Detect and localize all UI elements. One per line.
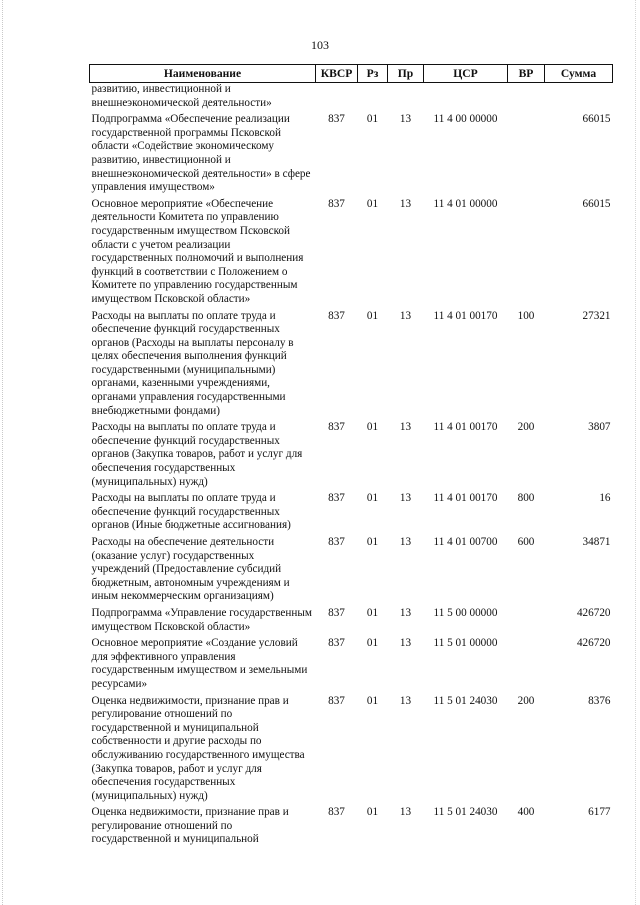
row-pr: 13 bbox=[399, 113, 412, 126]
row-kvsr: 837 bbox=[328, 637, 345, 650]
row-pr: 13 bbox=[399, 536, 412, 548]
row-name: Основное мероприятие «Обеспечение деятельности Комитета по управлению государственным имуществом Псковской области с учетом реализации государственных полномочий и выполнения функций в соответствии с Положением о Комитете по управлению государственным имуществом Псковской области» bbox=[91, 197, 304, 305]
row-kvsr: 837 bbox=[328, 536, 345, 548]
row-csr: 11 5 01 24030 bbox=[433, 806, 498, 819]
header-vr: ВР bbox=[508, 65, 545, 83]
row-pr: 13 bbox=[399, 606, 412, 619]
table-cell bbox=[358, 83, 388, 111]
row-name: Основное мероприятие «Создание условий для эффективного управления государственным имуществом и земельными ресурсами» bbox=[91, 637, 308, 690]
table-body bbox=[90, 83, 613, 848]
row-pr: 13 bbox=[399, 492, 412, 505]
row-rz: 01 bbox=[366, 309, 379, 322]
row-sum: 8376 bbox=[588, 694, 611, 707]
row-csr: 11 4 01 00700 bbox=[433, 536, 498, 548]
row-name: Оценка недвижимости, признание прав и регулирование отношений по государственной и муниципальной собственности и другие расходы по обслуживанию государственного имущества (Закупка товаров, работ и услуг для обеспечения государственных (муниципальных) нужд) bbox=[91, 694, 305, 802]
row-name: Оценка недвижимости, признание прав и регулирование отношений по государственной и муниципальной bbox=[91, 806, 289, 846]
row-rz: 01 bbox=[366, 637, 379, 650]
header-pr: Пр bbox=[388, 65, 424, 83]
table-row bbox=[90, 195, 613, 307]
row-rz: 01 bbox=[366, 694, 379, 707]
row-csr: 11 5 01 00000 bbox=[433, 637, 498, 650]
scan-edge-right bbox=[635, 0, 637, 905]
table-row bbox=[90, 307, 613, 419]
row-sum: 27321 bbox=[582, 309, 611, 322]
row-kvsr: 837 bbox=[328, 806, 345, 819]
row-sum: 426720 bbox=[576, 606, 611, 619]
row-sum: 6177 bbox=[588, 806, 611, 819]
row-sum: 34871 bbox=[582, 536, 611, 548]
row-kvsr: 837 bbox=[328, 309, 345, 322]
table-cell bbox=[424, 83, 508, 111]
row-vr bbox=[508, 110, 545, 195]
row-kvsr: 837 bbox=[328, 694, 345, 707]
row-vr bbox=[508, 634, 545, 691]
row-name: Расходы на выплаты по оплате труда и обеспечение функций государственных органов (Расходы на выплаты персоналу в целях обеспечения выполнения функций государственными (муниципальными) органами, казенными учреждениями, органами управления государственными внебюджетными фондами) bbox=[91, 309, 294, 417]
row-vr: 800 bbox=[517, 492, 535, 505]
row-csr: 11 5 01 24030 bbox=[433, 694, 498, 707]
row-sum: 3807 bbox=[588, 421, 611, 434]
row-name: Расходы на выплаты по оплате труда и обеспечение функций государственных органов (Закупка товаров, работ и услуг для обеспечения государственных (муниципальных) нужд) bbox=[91, 421, 303, 488]
table-header bbox=[90, 65, 613, 83]
row-rz: 01 bbox=[366, 421, 379, 434]
row-csr: 11 5 00 00000 bbox=[433, 606, 498, 619]
table-row bbox=[90, 604, 613, 634]
table-cell bbox=[316, 83, 358, 111]
row-sum: 66015 bbox=[582, 113, 611, 126]
scan-edge-left bbox=[2, 0, 4, 905]
header-sum: Сумма bbox=[545, 65, 613, 83]
row-vr: 200 bbox=[517, 421, 535, 434]
table-row bbox=[90, 533, 613, 604]
row-vr: 100 bbox=[517, 309, 535, 322]
row-name: Расходы на выплаты по оплате труда и обеспечение функций государственных органов (Иные бюджетные ассигнования) bbox=[91, 492, 291, 532]
row-vr: 200 bbox=[517, 694, 535, 707]
row-vr bbox=[508, 604, 545, 634]
row-csr: 11 4 01 00170 bbox=[433, 421, 498, 434]
table-cell bbox=[388, 83, 424, 111]
row-vr bbox=[508, 195, 545, 307]
budget-table bbox=[89, 64, 613, 847]
header-kvsr: КВСР bbox=[316, 65, 358, 83]
row-csr: 11 4 01 00000 bbox=[433, 197, 498, 210]
row-sum: 16 bbox=[599, 492, 611, 505]
page-number: 103 bbox=[311, 38, 329, 52]
table-cell bbox=[545, 83, 613, 111]
row-kvsr: 837 bbox=[328, 606, 345, 619]
row-csr: 11 4 00 00000 bbox=[433, 113, 498, 126]
row-rz: 01 bbox=[366, 492, 379, 505]
row-vr: 400 bbox=[517, 806, 535, 819]
continuation-row bbox=[90, 83, 613, 111]
row-csr: 11 4 01 00170 bbox=[433, 492, 498, 505]
row-vr: 600 bbox=[517, 536, 535, 548]
row-name: Подпрограмма «Обеспечение реализации государственной программы Псковской области «Содействие экономическому развитию, инвестиционной и внешнеэкономической деятельности» в сфере управления имуществом» bbox=[91, 113, 311, 194]
row-rz: 01 bbox=[366, 113, 379, 126]
row-pr: 13 bbox=[399, 197, 412, 210]
row-sum: 426720 bbox=[576, 637, 611, 650]
row-kvsr: 837 bbox=[328, 197, 345, 210]
row-pr: 13 bbox=[399, 421, 412, 434]
table-row bbox=[90, 489, 613, 533]
row-name: Подпрограмма «Управление государственным имуществом Псковской области» bbox=[91, 606, 312, 633]
row-name: Расходы на обеспечение деятельности (оказание услуг) государственных учреждений (Предоставление субсидий бюджетным, автономным учреждениям и иным некоммерческим организациям) bbox=[91, 536, 290, 603]
table-row bbox=[90, 692, 613, 804]
row-rz: 01 bbox=[366, 806, 379, 819]
header-rz: Рз bbox=[358, 65, 388, 83]
row-pr: 13 bbox=[399, 694, 412, 707]
table-row bbox=[90, 803, 613, 847]
table-cell bbox=[508, 83, 545, 111]
header-name: Наименование bbox=[90, 65, 316, 83]
row-rz: 01 bbox=[366, 536, 379, 548]
header-csr: ЦСР bbox=[424, 65, 508, 83]
row-pr: 13 bbox=[399, 806, 412, 819]
row-csr: 11 4 01 00170 bbox=[433, 309, 498, 322]
table-row bbox=[90, 634, 613, 691]
row-kvsr: 837 bbox=[328, 113, 345, 126]
row-sum: 66015 bbox=[582, 197, 611, 210]
row-pr: 13 bbox=[399, 309, 412, 322]
table-row bbox=[90, 110, 613, 195]
row-kvsr: 837 bbox=[328, 421, 345, 434]
header-row bbox=[90, 65, 613, 83]
row-kvsr: 837 bbox=[328, 492, 345, 505]
row-rz: 01 bbox=[366, 197, 379, 210]
continuation-text: развитию, инвестиционной и внешнеэкономической деятельности» bbox=[91, 83, 272, 109]
row-pr: 13 bbox=[399, 637, 412, 650]
table-row bbox=[90, 418, 613, 489]
row-rz: 01 bbox=[366, 606, 379, 619]
